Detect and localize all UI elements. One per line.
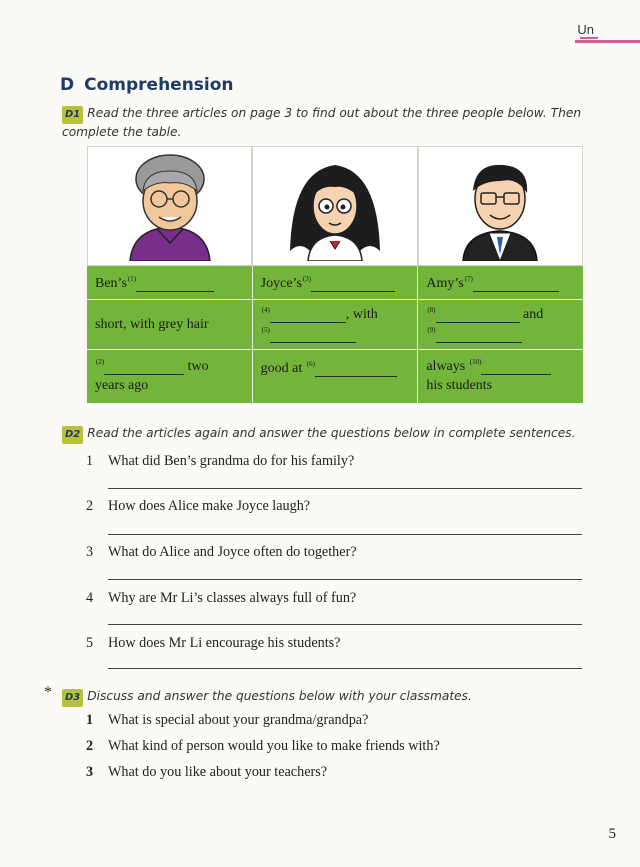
cell-text: , with [345, 307, 378, 322]
d2-instruction-text: Read the articles again and answer the questions below in complete sentences. [87, 426, 576, 440]
d3-instruction-text: Discuss and answer the questions below with your classmates. [87, 689, 472, 703]
cell-joyce-relation [253, 266, 419, 300]
cell-text: years ago [95, 378, 149, 393]
picture-cell-girl [252, 146, 417, 266]
blank-number: (6) [306, 360, 315, 368]
picture-cell-teacher [418, 146, 583, 266]
table-row-3 [87, 350, 583, 404]
question-text: How does Mr Li encourage his students? [108, 635, 341, 651]
table-row-1 [87, 266, 583, 300]
answer-line-5[interactable] [108, 668, 582, 669]
d1-instruction-text: Read the three articles on page 3 to find out about the three people below. Then complete the table. [62, 106, 582, 139]
question-number: 5 [86, 635, 94, 651]
question-text: What did Ben’s grandma do for his family? [108, 453, 355, 469]
cell-amy-relation [418, 266, 583, 300]
blank-number: (4) [261, 306, 270, 314]
answer-blank[interactable] [436, 310, 520, 323]
d3-question-3 [86, 764, 327, 781]
blank-number: (7) [464, 275, 473, 283]
question-number: 1 [86, 453, 94, 469]
d2-question-1 [86, 453, 354, 470]
unit-accent-mark [580, 37, 598, 39]
answer-blank[interactable] [481, 362, 551, 375]
picture-row [87, 146, 583, 266]
blank-number: (5) [261, 326, 270, 334]
blank-number: (10) [469, 358, 482, 366]
answer-blank[interactable] [136, 279, 214, 292]
blank-number: (8) [427, 306, 436, 314]
answer-blank[interactable] [436, 330, 522, 343]
answer-line-2[interactable] [108, 534, 582, 535]
question-text: How does Alice make Joyce laugh? [108, 498, 311, 514]
cell-grandma-appearance [87, 300, 253, 350]
d2-badge: D2 [62, 426, 83, 444]
star-marker: * [44, 684, 52, 701]
question-text: What is special about your grandma/grandpa? [108, 712, 369, 728]
cell-alice-appearance [253, 300, 419, 350]
cell-text: always [426, 359, 466, 374]
d3-question-1 [86, 712, 368, 729]
answer-blank[interactable] [270, 310, 346, 323]
cell-ben-relation [87, 266, 253, 300]
question-text: What kind of person would you like to make friends with? [108, 738, 440, 754]
d2-question-5 [86, 635, 340, 652]
d3-question-2 [86, 738, 440, 755]
d2-question-2 [86, 498, 310, 515]
cell-text: Joyce’s [260, 276, 302, 291]
people-table [87, 146, 583, 404]
answer-line-4[interactable] [108, 624, 582, 625]
cell-alice-skill [253, 350, 419, 404]
answer-blank[interactable] [311, 279, 395, 292]
question-number: 1 [86, 712, 94, 728]
table-row-2 [87, 300, 583, 350]
picture-cell-grandma [87, 146, 252, 266]
blank-number: (2) [96, 358, 105, 366]
answer-blank[interactable] [270, 330, 356, 343]
d2-question-4 [86, 590, 356, 607]
question-text: Why are Mr Li’s classes always full of fun? [108, 590, 357, 606]
cell-text: Amy’s [426, 276, 464, 291]
section-heading: Comprehension [84, 75, 234, 95]
blank-number: (9) [427, 326, 436, 334]
question-number: 3 [86, 544, 94, 560]
cell-mrli-appearance [418, 300, 583, 350]
question-number: 2 [86, 738, 94, 754]
d2-instruction [62, 425, 582, 444]
question-text: What do Alice and Joyce often do together? [108, 544, 357, 560]
cell-grandma-event [87, 350, 253, 404]
d3-badge: D3 [62, 689, 83, 707]
unit-tab: Un [577, 22, 594, 37]
answer-line-3[interactable] [108, 579, 582, 580]
unit-accent-line [575, 40, 640, 43]
answer-blank[interactable] [473, 279, 559, 292]
question-text: What do you like about your teachers? [108, 764, 328, 780]
blank-number: (3) [302, 275, 312, 283]
cell-text: his students [426, 378, 493, 393]
blank-number: (1) [127, 275, 137, 283]
teacher-illustration [445, 151, 555, 261]
grandma-illustration [115, 151, 225, 261]
girl-illustration [280, 151, 390, 261]
page-number: 5 [608, 826, 616, 842]
cell-text: and [523, 307, 544, 322]
cell-text: two [187, 359, 209, 374]
section-letter: D [60, 75, 75, 95]
section-title [60, 75, 234, 95]
cell-text: short, with grey hair [95, 317, 209, 332]
cell-text: Ben’s [95, 276, 127, 291]
question-number: 2 [86, 498, 94, 514]
d3-instruction [62, 688, 582, 707]
answer-blank[interactable] [104, 362, 184, 375]
answer-blank[interactable] [315, 364, 397, 377]
question-number: 4 [86, 590, 94, 606]
d1-instruction [62, 105, 582, 140]
cell-text: good at [260, 361, 303, 376]
cell-mrli-behavior [418, 350, 583, 404]
d1-badge: D1 [62, 106, 83, 124]
answer-line-1[interactable] [108, 488, 582, 489]
question-number: 3 [86, 764, 94, 780]
d2-question-3 [86, 544, 357, 561]
